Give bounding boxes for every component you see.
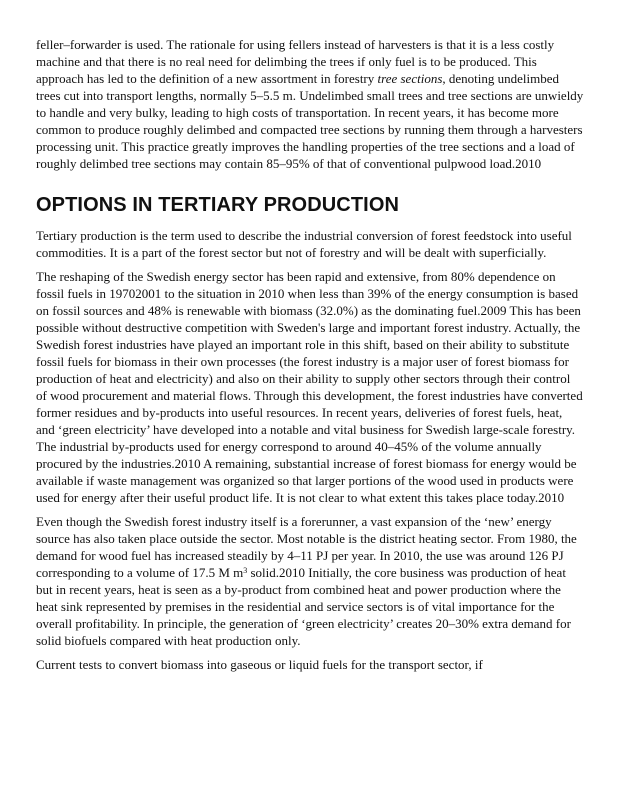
document-page	[36, 36, 584, 680]
italic-term: tree sections	[377, 71, 443, 86]
section-heading: OPTIONS IN TERTIARY PRODUCTION	[36, 194, 400, 216]
paragraph-tree-sections	[36, 36, 584, 172]
paragraph-text: , denoting undelimbed trees cut into transport lengths, normally 5–5.5 m. Undelimbed small trees and tree sections are unwieldy to handle and very bulky, leading to high costs of transportation. In recent years, it has become more common to produce roughly delimbed and compacted tree sections by running them through a harvesters processing unit. This practice greatly improves the handling properties of the tree sections and a load of roughly delimbed tree sections may contain 85–95% of that of conventional pulpwood load.2010	[36, 71, 584, 171]
paragraph-district-heating	[36, 513, 584, 649]
paragraph-text: Even though the Swedish forest industry itself is a forerunner, a vast expansion of the ‘new’ energy source has also taken place outside the sector. Most notable is the district heating sector. From 1980, the demand for wood fuel has increased steadily by 4–11 PJ per year. In 2010, the use was around 126 PJ corresponding to a volume of 17.5 M m	[36, 514, 577, 580]
paragraph-tertiary-production: Tertiary production is the term used to describe the industrial conversion of forest feedstock into useful commodities. It is a part of the forest sector but not of forestry and will be dealt with superficially.	[36, 228, 572, 260]
paragraph-transport-fuels: Current tests to convert biomass into gaseous or liquid fuels for the transport sector, if	[36, 657, 483, 672]
paragraph-text: solid.2010 Initially, the core business was production of heat but in recent years, heat is seen as a by-product from combined heat and power production where the heat sink represented by premises in the residential and service sectors is of vital importance for the overall profitability. In principle, the generation of ‘green electricity’ creates 20–30% extra demand for solid biofuels compared with heat production only.	[36, 565, 571, 648]
paragraph-text: feller–forwarder is used. The rationale for using fellers instead of harvesters is that it is a less costly machine and that there is no real need for delimbing the trees if only fuel is to be produced. This approach has led to the definition of a new assortment in forestry	[36, 37, 555, 86]
superscript: 3	[243, 566, 248, 575]
paragraph-energy-sector: The reshaping of the Swedish energy sector has been rapid and extensive, from 80% dependence on fossil fuels in 19702001 to the situation in 2010 when less than 39% of the energy consumption is based on fossil sources and 48% is renewable with biomass (32.0%) as the dominating fuel.2009 This has been possible without destructive competition with Sweden's large and important forest industry. Actually, the Swedish forest industries have played an important role in this shift, based on their ability to substitute fossil fuels for biomass in their own processes (the forest industry is a major user of forest biomass for production of heat and electricity) and also on their ability to supply other sectors through their control of wood procurement and material flows. Through this development, the forest industries have converted former residues and by-products into useful resources. In recent years, deliveries of forest fuels, heat, and ‘green electricity’ have developed into a notable and vital business for Swedish large-scale forestry. The industrial by-products used for energy correspond to around 40–45% of the volume annually procured by the industries.2010 A remaining, substantial increase of forest biomass for energy would be available if waste management was organized so that larger portions of the wood used in products were used for energy after their useful product life. It is not clear to what extent this takes place today.2010	[36, 269, 583, 505]
